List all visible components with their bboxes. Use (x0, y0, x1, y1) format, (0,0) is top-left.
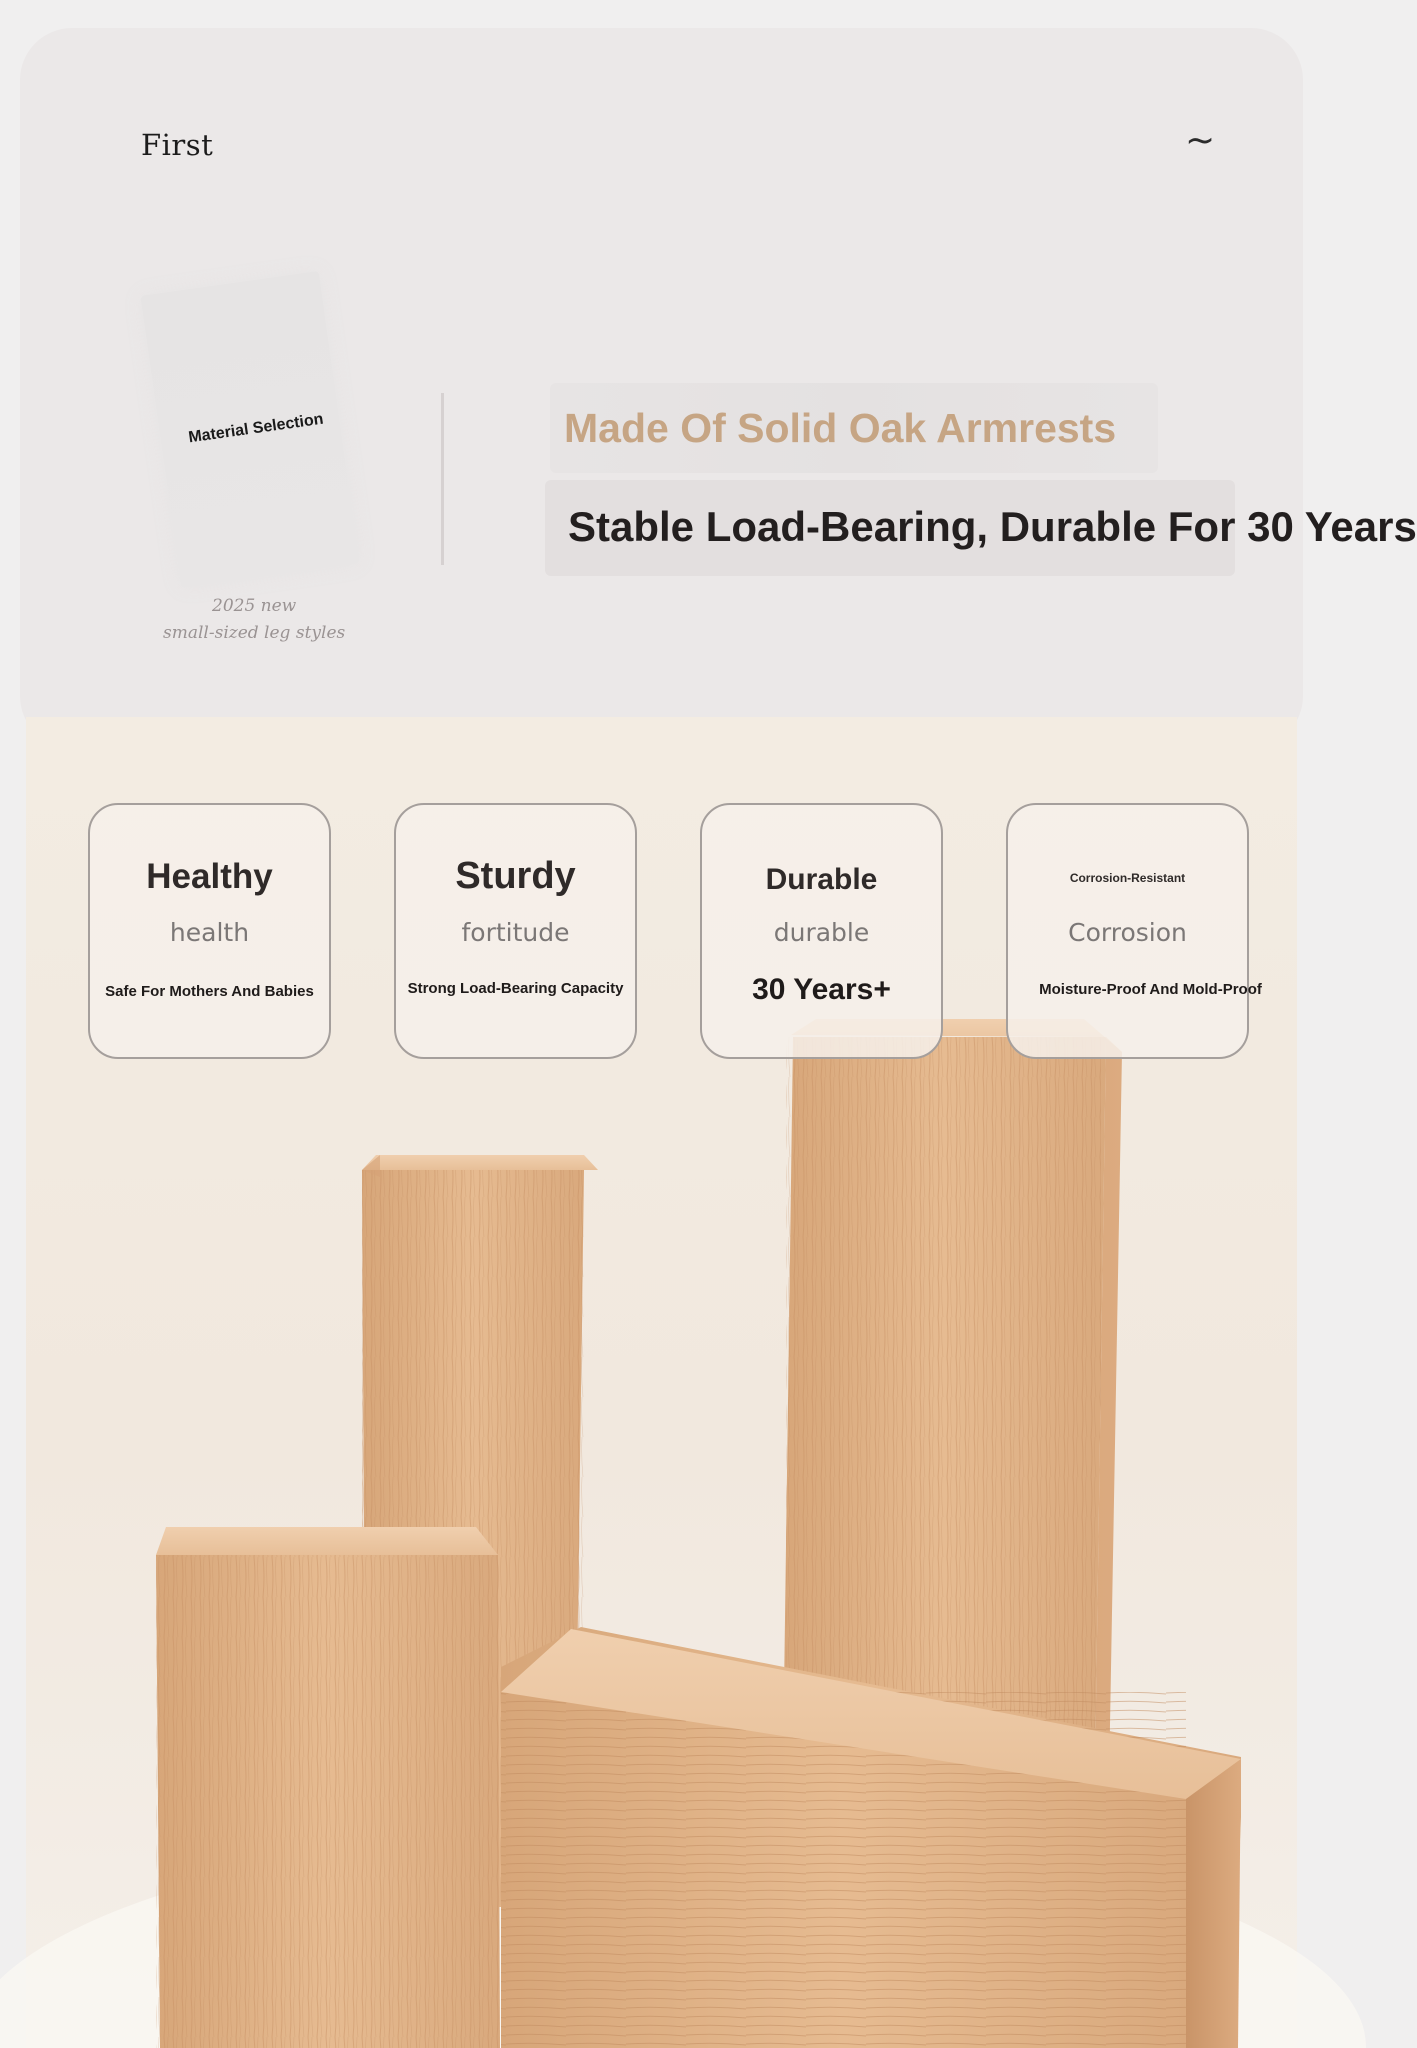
feature-description: Safe For Mothers And Babies (105, 983, 314, 1000)
feature-subtitle: Corrosion (1068, 918, 1187, 947)
feature-subtitle: fortitude (461, 918, 570, 947)
feature-subtitle: health (169, 918, 250, 947)
feature-card-sturdy[interactable] (394, 803, 637, 1059)
feature-title: Healthy (146, 857, 273, 896)
script-line-year: 2025 new (212, 596, 297, 616)
vertical-divider (441, 393, 444, 565)
hero-subheadline: Stable Load-Bearing, Durable For 30 Years (568, 503, 1417, 550)
material-tag-label: Material Selection (187, 410, 325, 447)
feature-description: Moisture-Proof And Mold-Proof (1039, 981, 1262, 998)
feature-title: Sturdy (455, 855, 576, 897)
hero-headline: Made Of Solid Oak Armrests (564, 405, 1117, 451)
feature-card-durable[interactable] (700, 803, 943, 1059)
feature-title: Corrosion-Resistant (1069, 871, 1186, 885)
feature-description: 30 Years+ (752, 973, 891, 1006)
script-line-style: small-sized leg styles (163, 623, 346, 643)
feature-description: Strong Load-Bearing Capacity (407, 980, 624, 997)
feature-title: Durable (765, 863, 878, 896)
feature-card-healthy[interactable] (88, 803, 331, 1059)
feature-subtitle: durable (773, 918, 870, 947)
feature-card-corrosion[interactable] (1006, 803, 1262, 1059)
menu-icon[interactable]: ~ (1185, 120, 1216, 161)
brand-logo[interactable]: First (141, 128, 214, 162)
